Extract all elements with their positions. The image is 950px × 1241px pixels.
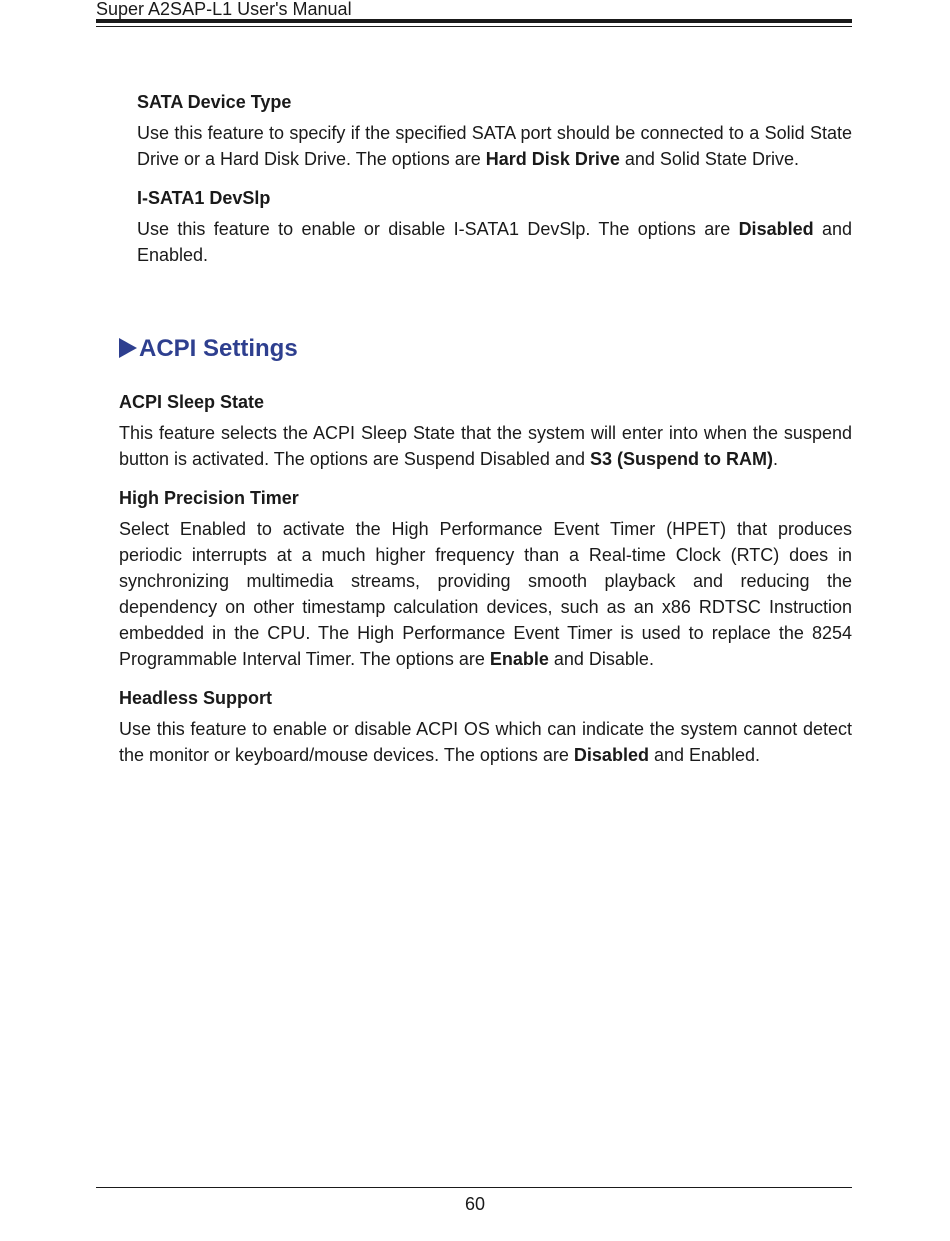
heading-headless-support: Headless Support <box>119 688 273 708</box>
option-default: Disabled <box>573 745 649 765</box>
paragraph-headless-support: Use this feature to enable or disable ACPI OS which can indicate the system cannot detect the monitor or keyboard/mouse devices. The options are Disabled and Enabled. <box>119 719 852 765</box>
triangle-right-icon <box>119 338 137 358</box>
paragraph-isata1-devslp: Use this feature to enable or disable I-SATA1 DevSlp. The options are Disabled and Enabled. <box>137 219 852 265</box>
header-rule-thick <box>96 19 852 23</box>
running-header-title: Super A2SAP-L1 User's Manual <box>96 0 352 19</box>
heading-high-precision-timer: High Precision Timer <box>119 488 299 508</box>
heading-acpi-sleep-state: ACPI Sleep State <box>119 392 265 412</box>
section-title-acpi-settings: ACPI Settings <box>119 334 298 364</box>
heading-isata1-devslp: I-SATA1 DevSlp <box>137 188 271 208</box>
option-default: Disabled <box>738 219 814 239</box>
paragraph-acpi-sleep-state: This feature selects the ACPI Sleep State that the system will enter into when the suspend button is activated. The options are Suspend Disabled and S3 (Suspend to RAM). <box>119 423 852 469</box>
paragraph-high-precision-timer: Select Enabled to activate the High Performance Event Timer (HPET) that produces periodic interrupts at a much higher frequency than a Real-time Clock (RTC) does in synchronizing multimedia streams, providing smooth playback and reducing the dependency on other timestamp calculation devices, such as an x86 RDTSC Instruction embedded in the CPU. The High Performance Event Timer is used to replace the 8254 Programmable Interval Timer. The options are Enable and Disable. <box>119 519 852 669</box>
heading-sata-device-type: SATA Device Type <box>137 92 292 112</box>
option-default: Hard Disk Drive <box>485 149 620 169</box>
header-rule-thin <box>96 26 852 27</box>
page-number: 60 <box>464 1194 486 1214</box>
option-default: S3 (Suspend to RAM) <box>589 449 773 469</box>
paragraph-sata-device-type: Use this feature to specify if the specified SATA port should be connected to a Solid State Drive or a Hard Disk Drive. The options are Hard Disk Drive and Solid State Drive. <box>137 123 852 169</box>
option-default: Enable <box>489 649 549 669</box>
footer-rule <box>96 1187 852 1188</box>
